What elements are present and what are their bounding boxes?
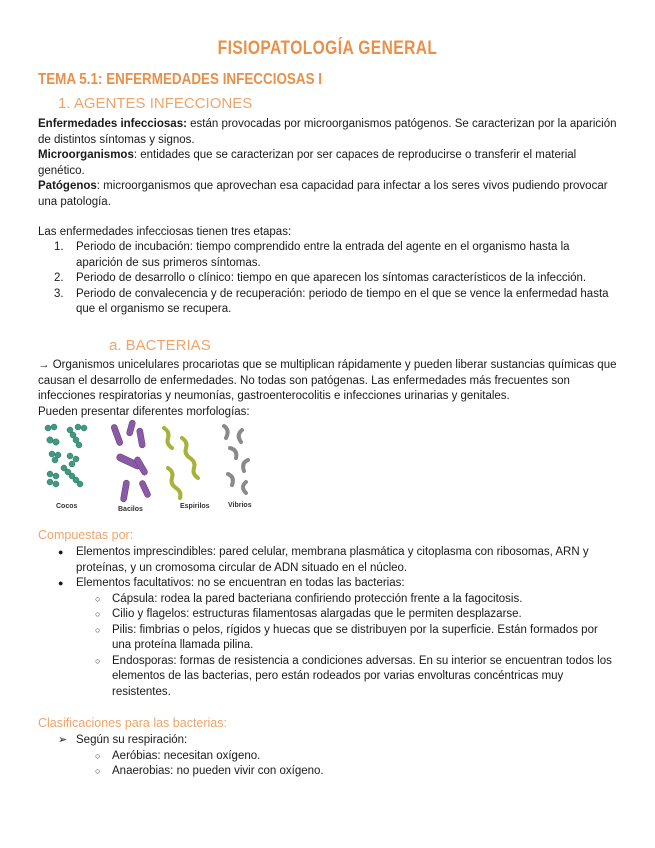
stages-intro bbox=[38, 225, 618, 241]
definition-item bbox=[38, 117, 618, 148]
compuestas-heading: Compuestas por: bbox=[38, 528, 134, 542]
compuestas-list bbox=[38, 545, 618, 700]
section-heading-agentes: 1. AGENTES INFECCIONES bbox=[58, 95, 253, 112]
bacteria-morphology-figure bbox=[42, 418, 272, 514]
list-item: ○ Aeróbias: necesitan oxígeno. bbox=[38, 749, 618, 765]
spirilla-illustration bbox=[164, 428, 198, 498]
section-heading-bacterias: a. BACTERIAS bbox=[109, 337, 211, 354]
sub-bullet-icon: ○ bbox=[95, 655, 101, 666]
bacterias-text: → Organismos unicelulares procariotas que se multiplican rápidamente y pueden liberar sustancias químicas que causan el desarrollo de enfermedades. No todas son patógenas. Las enfermedades más frecuentes son infecciones respiratorias y neumonías, gastroenterocolitis e infecciones urinarias y genitales. bbox=[38, 359, 617, 402]
sub-bullet-icon: ○ bbox=[95, 593, 101, 604]
bacterias-paragraph bbox=[38, 358, 618, 420]
definition-text: : microorganismos que aprovechan esa capacidad para infectar a los seres vivos pudiendo provocar una patología. bbox=[38, 180, 608, 208]
bullet-icon: ● bbox=[58, 578, 64, 588]
sub-bullet-icon: ○ bbox=[95, 624, 101, 635]
bullet-icon: ● bbox=[58, 547, 64, 557]
list-item: ○ Cilio y flagelos: estructuras filamentosas alargadas que le permiten desplazarse. bbox=[38, 607, 618, 623]
vibrio-illustration bbox=[224, 426, 248, 493]
list-item: 3. Periodo de convalecencia y de recuperación: periodo de tiempo en el que se vence la enfermedad hasta que el organismo se recupera. bbox=[54, 287, 609, 315]
clasificaciones-heading: Clasificaciones para las bacterias: bbox=[38, 716, 227, 730]
definition-term: Patógenos bbox=[38, 180, 97, 192]
definitions-block bbox=[38, 117, 618, 210]
list-item: ➢ Según su respiración: bbox=[38, 733, 618, 749]
sub-bullet-icon: ○ bbox=[95, 750, 101, 761]
list-item: ○ Endosporas: formas de resistencia a condiciones adversas. En su interior se encuentran todos los elementos de las bacterias, pero están rodeados por varias envolturas concéntricas muy resistentes. bbox=[95, 654, 612, 698]
topic-heading: TEMA 5.1: ENFERMEDADES INFECCIOSAS I bbox=[38, 71, 323, 88]
figure-label-vibrios: Vibrios bbox=[228, 502, 252, 509]
definition-term: Enfermedades infecciosas: bbox=[38, 118, 187, 130]
list-item: ○ Pilis: fimbrias o pelos, rígidos y huecas que se distribuyen por la superficie. Están formados por una proteína llamada pilina. bbox=[95, 623, 598, 651]
sub-bullet-icon: ○ bbox=[95, 766, 101, 776]
list-item: ○ Anaerobias: no pueden vivir con oxígeno. bbox=[38, 764, 618, 780]
arrow-bullet-icon: ➢ bbox=[58, 734, 68, 746]
bacilli-illustration bbox=[110, 419, 151, 502]
figure-label-cocos: Cocos bbox=[56, 503, 78, 510]
list-item: 2. Periodo de desarrollo o clínico: tiempo en que aparecen los síntomas característicos de la infección. bbox=[54, 272, 587, 284]
morfologias-intro: Pueden presentar diferentes morfologías: bbox=[38, 405, 250, 418]
definition-item bbox=[38, 148, 618, 179]
figure-label-espirilos: Espirilos bbox=[180, 503, 210, 510]
definition-item bbox=[38, 179, 618, 210]
list-item: ● Elementos imprescindibles: pared celular, membrana plasmática y citoplasma con ribosomas, ARN y proteínas, y un cromosoma circular de ADN situado en el núcleo. bbox=[58, 546, 589, 574]
sub-bullet-icon: ○ bbox=[95, 609, 101, 619]
list-item: ○ Cápsula: rodea la pared bacteriana confiriendo protección frente a la fagocitosis. bbox=[38, 592, 618, 608]
document-title: FISIOPATOLOGÍA GENERAL bbox=[217, 38, 438, 59]
list-item: 1. Periodo de incubación: tiempo comprendido entre la entrada del agente en el organismo hasta la aparición de sus primeros síntomas. bbox=[54, 241, 570, 269]
definition-text: están provocadas por microorganismos patógenos. Se caracterizan por la aparición de distintos síntomas y signos. bbox=[38, 118, 617, 146]
stages-intro-text: Las enfermedades infecciosas tienen tres etapas: bbox=[38, 226, 292, 238]
definition-text: : entidades que se caracterizan por ser capaces de reproducirse o transferir el material genético. bbox=[38, 149, 577, 177]
figure-label-bacilos: Bacilos bbox=[118, 506, 143, 513]
definition-term: Microorganismos bbox=[38, 149, 134, 161]
list-item: ● Elementos facultativos: no se encuentran en todas las bacterias: bbox=[38, 576, 618, 592]
cocci-illustration bbox=[45, 424, 87, 487]
stages-list bbox=[38, 240, 618, 318]
clasificaciones-list bbox=[38, 733, 618, 780]
